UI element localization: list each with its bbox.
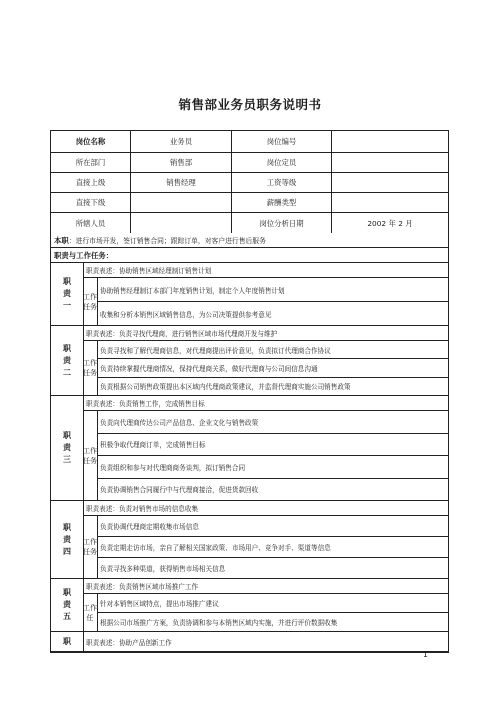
task-list: [97, 341, 448, 395]
task-item: 负责协调销售合同履行中与代理商接洽，促进货款回收: [100, 486, 259, 495]
duty-description: 职责表述：负责对销售市场的信息收集: [83, 501, 448, 516]
task-label-text: 工作: [83, 603, 97, 612]
duty-label-char: 一: [63, 301, 71, 310]
info-row-position: [51, 131, 448, 153]
duty-description: 职责表述：协助销售区域经理制订销售计划: [83, 263, 448, 278]
duty-label-char: 责: [63, 289, 71, 298]
duty-label-char: 四: [63, 546, 71, 556]
info-label-department-2: 岗位定员: [231, 153, 331, 172]
summary-cell: [51, 233, 448, 247]
duty-label-char: 职: [63, 522, 71, 532]
duty-label: [51, 632, 84, 651]
duty-label: [51, 501, 84, 578]
info-value-superior: 销售经理: [130, 173, 231, 192]
info-label-superior: 直接上级: [75, 178, 106, 187]
duty-description: 职责表述：负责销售区域市场推广工作: [83, 579, 448, 594]
task-label: [83, 278, 98, 325]
task-label-text: 任务: [83, 548, 97, 556]
duty-description: 职责表述：协助产品创新工作: [86, 638, 172, 647]
task-list: [97, 278, 448, 325]
duty-block-3: [51, 396, 448, 501]
task-list: [97, 594, 448, 631]
task-label: [83, 516, 98, 578]
task-item: 负责组织和参与对代理商商务谈判，拟订销售合同: [97, 456, 448, 479]
task-item: 针对本销售区域特点，提出市场推广建议: [97, 594, 448, 613]
info-label-position: 岗位名称: [75, 137, 106, 146]
duty-label: [51, 263, 84, 325]
duty-block-2: [51, 326, 448, 396]
info-label-staff: 所辖人员: [75, 218, 106, 228]
task-item: 负责定期走访市场，亲自了解相关国家政策、市场用户、竞争对手、渠道等信息: [97, 537, 448, 558]
info-label-position-2: 岗位编号: [231, 131, 331, 152]
duty-label-char: 职: [63, 588, 71, 597]
task-item: 负责寻找多种渠道，获得销售市场相关信息: [100, 565, 226, 573]
duty-content: [83, 263, 448, 325]
task-group: [83, 278, 448, 325]
task-item: 收集和分析本销售区域销售信息，为公司决策提供参考意见: [100, 310, 272, 319]
info-value-department-2: [331, 153, 448, 172]
info-row-department: [51, 153, 448, 173]
info-label-department: 所在部门: [75, 158, 106, 167]
section-header: 职责与工作任务：: [54, 250, 114, 260]
info-row-superior: [51, 173, 448, 193]
task-item: 负责持续掌握代理商情况，保持代理商关系，做好代理商与公司间信息沟通: [97, 359, 448, 377]
task-label-text: 工作: [83, 292, 97, 301]
page-number: 1: [423, 650, 428, 659]
duty-content: [83, 632, 448, 651]
info-value-position-2: [331, 131, 448, 152]
task-item: 根据公司市场推广方案，负责协调和参与本销售区域内实施，并进行评价数据收集: [100, 619, 338, 627]
duty-content: [83, 501, 448, 578]
task-label-text: 工作: [83, 538, 97, 546]
duty-label-char: 责: [63, 534, 71, 544]
duty-description: 职责表述：负责寻找代理商，进行销售区域市场代理商开发与维护: [83, 326, 448, 341]
task-group: [83, 594, 448, 631]
summary-row: [51, 233, 448, 248]
duty-label-char: 职: [63, 343, 71, 353]
task-item: 协助销售经理制订本部门年度销售计划，制定个人年度销售计划: [97, 278, 448, 302]
task-label-text: 任务: [83, 369, 97, 377]
summary-text: ：进行市场开发，签订销售合同；跟踪订单，对客户进行售后服务: [68, 237, 266, 245]
duty-label-char: 三: [63, 455, 71, 464]
info-value-staff: [130, 213, 231, 233]
task-item: 积极争取代理商订单，完成销售目标: [97, 434, 448, 457]
task-item: 负责向代理商传达公司产品信息、企业文化与销售政策: [97, 411, 448, 434]
duty-content: [83, 396, 448, 500]
duty-block-5: [51, 579, 448, 632]
duty-label-char: 责: [63, 443, 71, 452]
task-list: [97, 516, 448, 578]
info-value-superior-2: [331, 173, 448, 192]
duty-label-char: 五: [63, 612, 71, 621]
task-list: [97, 411, 448, 500]
task-label: [83, 341, 98, 395]
task-item: 负责协调代理商定期收集市场信息: [97, 516, 448, 537]
summary-label: 本职: [54, 235, 69, 245]
duty-label-char: 二: [63, 367, 71, 377]
info-label-subordinate: 直接下级: [75, 198, 106, 207]
task-label: [83, 411, 98, 500]
info-label-subordinate-2: 薪酬类型: [231, 193, 331, 212]
info-value-department: 销售部: [130, 153, 231, 172]
duty-label-char: 职: [63, 636, 71, 646]
duty-content: [83, 326, 448, 395]
duty-block-6: [51, 632, 448, 652]
task-label-text: 任务: [83, 456, 97, 465]
info-value-staff-2: 2002 年 2 月: [331, 213, 448, 233]
duty-description: 职责表述：负责销售工作，完成销售目标: [83, 396, 448, 411]
duty-label-char: 职: [63, 431, 71, 440]
duty-label: [51, 579, 84, 631]
task-item: 负责根据公司销售政策提出本区域内代理商政策建议，并监督代理商实施公司销售政策: [100, 383, 351, 392]
task-label-text: 工作: [83, 359, 97, 367]
duty-label-char: 职: [63, 277, 71, 286]
duty-block-1: [51, 263, 448, 326]
task-label-text: 工作: [83, 446, 97, 455]
duty-block-4: [51, 501, 448, 579]
info-row-subordinate: [51, 193, 448, 213]
task-label-text: 任务: [83, 302, 97, 311]
document-title: 销售部业务员职务说明书: [178, 97, 322, 112]
duty-label: [51, 326, 84, 395]
task-group: [83, 411, 448, 500]
task-group: [83, 341, 448, 395]
task-label: [83, 594, 98, 631]
duty-content: [83, 579, 448, 631]
info-label-superior-2: 工资等级: [231, 173, 331, 192]
duties-section: [51, 263, 448, 652]
section-header-row: [51, 248, 448, 263]
task-group: [83, 516, 448, 578]
info-row-staff: [51, 213, 448, 233]
duty-label: [51, 396, 84, 500]
task-label-text: 任: [86, 613, 94, 622]
info-section: [51, 131, 448, 233]
duty-label-char: 责: [63, 600, 71, 609]
info-value-position: 业务员: [130, 131, 231, 152]
info-label-staff-2: 岗位分析日期: [231, 213, 331, 233]
task-item: 负责寻找和了解代理商信息，对代理商提出评价意见，负责拟订代理商合作协议: [97, 341, 448, 359]
info-value-subordinate: [130, 193, 231, 212]
info-value-subordinate-2: [331, 193, 448, 212]
duty-label-char: 责: [63, 355, 71, 365]
job-description-table: [50, 130, 449, 653]
